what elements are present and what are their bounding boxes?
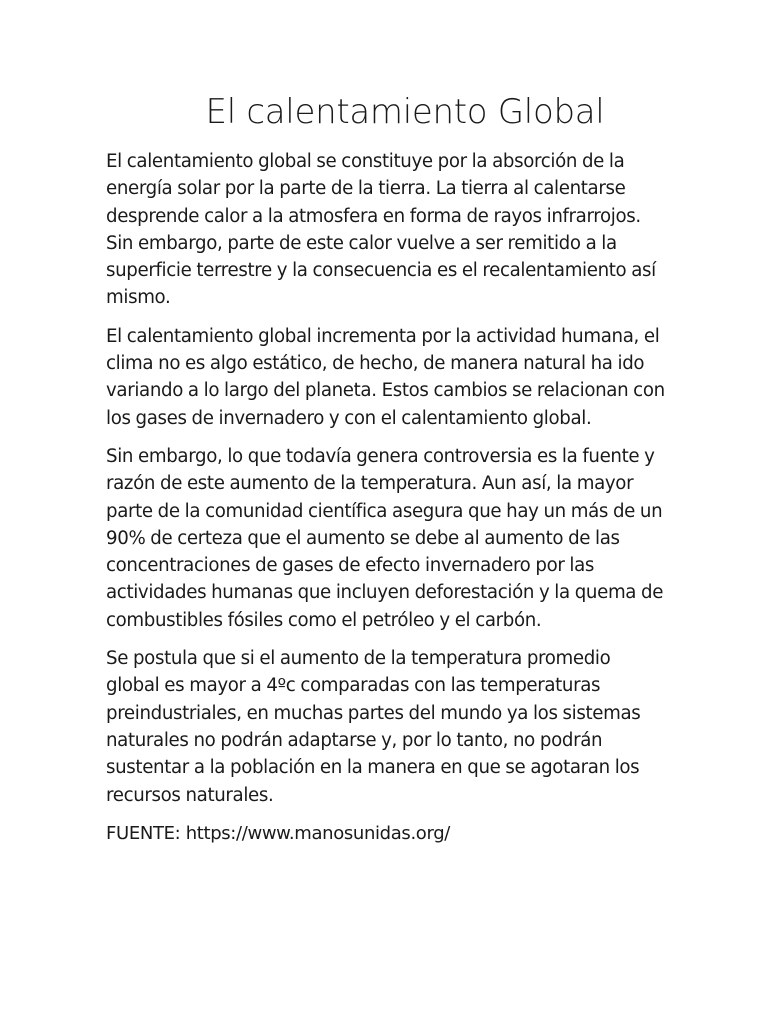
paragraph-2: El calentamiento global incrementa por la actividad humana, el clima no es algo estático, de hecho, de manera natural ha ido variando a lo largo del planeta. Estos cambios se relacionan con los gases de invernadero y con el calentamiento global. <box>106 325 665 429</box>
paragraph-3: Sin embargo, lo que todavía genera controversia es la fuente y razón de este aumento de la temperatura. Aun así, la mayor parte de la comunidad científica asegura que hay un más de un 90% de certeza que el aumento se debe al aumento de las concentraciones de gases de efecto invernadero por las actividades humanas que incluyen deforestación y la quema de combustibles fósiles como el petróleo y el carbón. <box>106 445 664 631</box>
source-citation: FUENTE: https://www.manosunidas.org/ <box>106 822 450 844</box>
document-title: El calentamiento Global <box>205 92 605 132</box>
paragraph-4: Se postula que si el aumento de la temperatura promedio global es mayor a 4ºc comparadas con las temperaturas preindustriales, en muchas partes del mundo ya los sistemas naturales no podrán adaptarse y, por lo tanto, no podrán sustentar a la población en la manera en que se agotaran los recursos naturales. <box>106 648 641 806</box>
paragraph-1: El calentamiento global se constituye por la absorción de la energía solar por la parte de la tierra. La tierra al calentarse desprende calor a la atmosfera en forma de rayos infrarrojos. Sin embargo, parte de este calor vuelve a ser remitido a la superficie terrestre y la consecuencia es el recalentamiento así mismo. <box>106 151 656 309</box>
document-body <box>106 148 666 847</box>
